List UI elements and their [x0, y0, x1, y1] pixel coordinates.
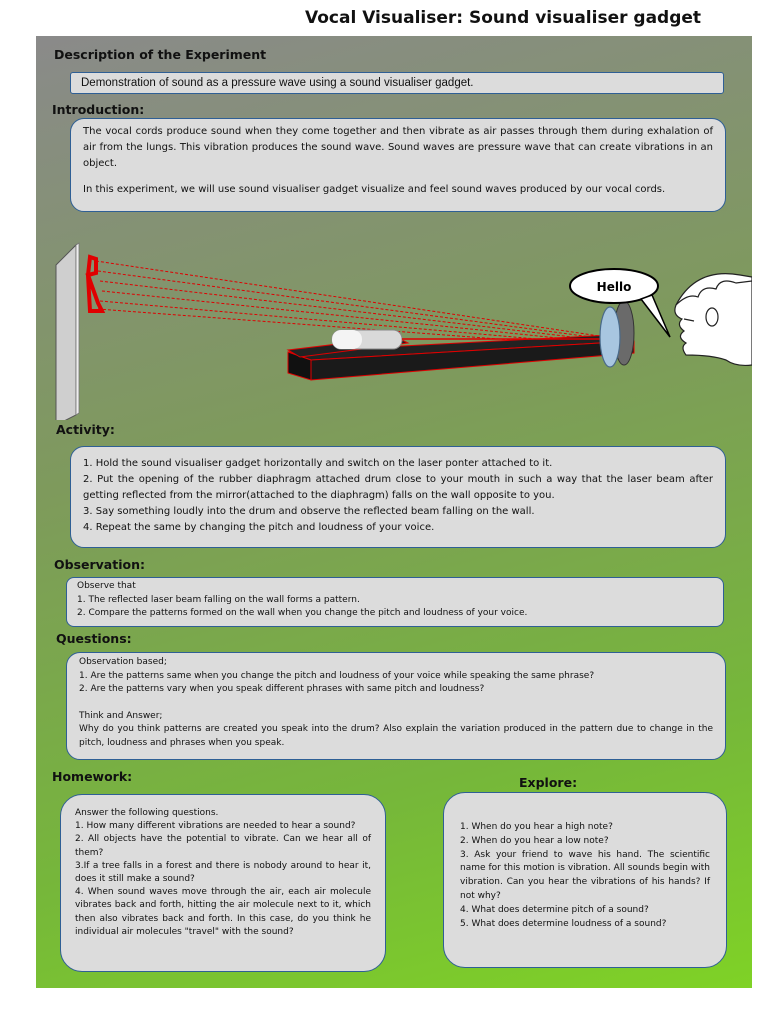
homework-item-3: 3.If a tree falls in a forest and there is nobody around to hear it, does it still make a sound? [75, 860, 371, 885]
experiment-diagram [36, 215, 752, 420]
observation-box [66, 577, 724, 627]
homework-heading: Homework: [52, 769, 133, 784]
page-title: Vocal Visualiser: Sound visualiser gadget [305, 8, 702, 28]
homework-item-4: 4. When sound waves move through the air, each air molecule vibrates back and forth, hitting the air molecule next to it, which then also vibrates back and forth. In this case, do you think he individual air molecules "travel" with the sound? [75, 887, 371, 937]
explore-item-1: 1. When do you hear a high note? [460, 822, 613, 832]
introduction-paragraph-2: In this experiment, we will use sound visualiser gadget visualize and feel sound waves produced by our vocal cords. [83, 184, 666, 195]
introduction-paragraph-1: The vocal cords produce sound when they come together and then vibrate as air passes through them during exhalation of air from the lungs. This vibration produces the sound wave. Sound waves are pressure wave that can create vibrations in an object. [83, 126, 713, 169]
laser-pattern [88, 257, 102, 311]
questions-observation-label: Observation based; [79, 657, 167, 667]
questions-observation-item-2: 2. Are the patterns vary when you speak different phrases with same pitch and loudness? [79, 684, 485, 694]
homework-item-1: 1. How many different vibrations are needed to hear a sound? [75, 821, 356, 832]
introduction-box [70, 118, 726, 212]
activity-item-4: 4. Repeat the same by changing the pitch and loudness of your voice. [83, 522, 435, 533]
observation-heading: Observation: [54, 557, 145, 572]
activity-item-1: 1. Hold the sound visualiser gadget horizontally and switch on the laser ponter attached to it. [83, 458, 553, 469]
homework-item-2: 2. All objects have the potential to vibrate. Can we hear all of them? [75, 834, 371, 858]
explore-item-5: 5. What does determine loudness of a sound? [460, 918, 667, 929]
explore-box [443, 792, 727, 968]
explore-item-3: 3. Ask your friend to wave his hand. The scientific name for this motion is vibration. All sounds begin with vibration. Can you hear the vibrations of his hands? If not why? [460, 849, 710, 901]
person-head [675, 274, 752, 366]
speech-bubble-text: Hello [596, 280, 632, 294]
description-heading: Description of the Experiment [54, 47, 267, 62]
questions-think-text: Why do you think patterns are created you speak into the drum? Also explain the variation produced in the pattern due to change in the pitch, loudness and phrases when you speak. [79, 724, 713, 748]
observation-line-3: 2. Compare the patterns formed on the wall when you change the pitch and loudness of your voice. [77, 608, 528, 618]
homework-intro: Answer the following questions. [75, 808, 219, 818]
activity-item-2: 2. Put the opening of the rubber diaphragm attached drum close to your mouth in such a way that the laser beam after getting reflected from the mirror(attached to the diaphragm) falls on the wall opposite to you. [83, 474, 713, 501]
wall-screen [56, 245, 76, 420]
explore-item-4: 4. What does determine pitch of a sound? [460, 904, 649, 915]
questions-think-label: Think and Answer; [79, 710, 163, 721]
introduction-heading: Introduction: [52, 102, 145, 117]
homework-box [60, 794, 386, 972]
observation-line-1: Observe that [77, 581, 136, 591]
diaphragm-mirror [600, 307, 620, 367]
questions-box [66, 652, 726, 760]
activity-heading: Activity: [56, 422, 115, 437]
description-text: Demonstration of sound as a pressure wave using a sound visualiser gadget. [81, 77, 474, 89]
questions-observation-item-1: 1. Are the patterns same when you change the pitch and loudness of your voice while speaking the same phrase? [79, 670, 595, 681]
questions-heading: Questions: [56, 631, 132, 646]
activity-item-3: 3. Say something loudly into the drum and observe the reflected beam falling on the wall. [83, 506, 535, 517]
explore-heading: Explore: [519, 775, 578, 790]
activity-box [70, 446, 726, 548]
explore-item-2: 2. When do you hear a low note? [460, 835, 609, 846]
description-box [70, 72, 724, 94]
observation-line-2: 1. The reflected laser beam falling on the wall forms a pattern. [77, 594, 360, 605]
